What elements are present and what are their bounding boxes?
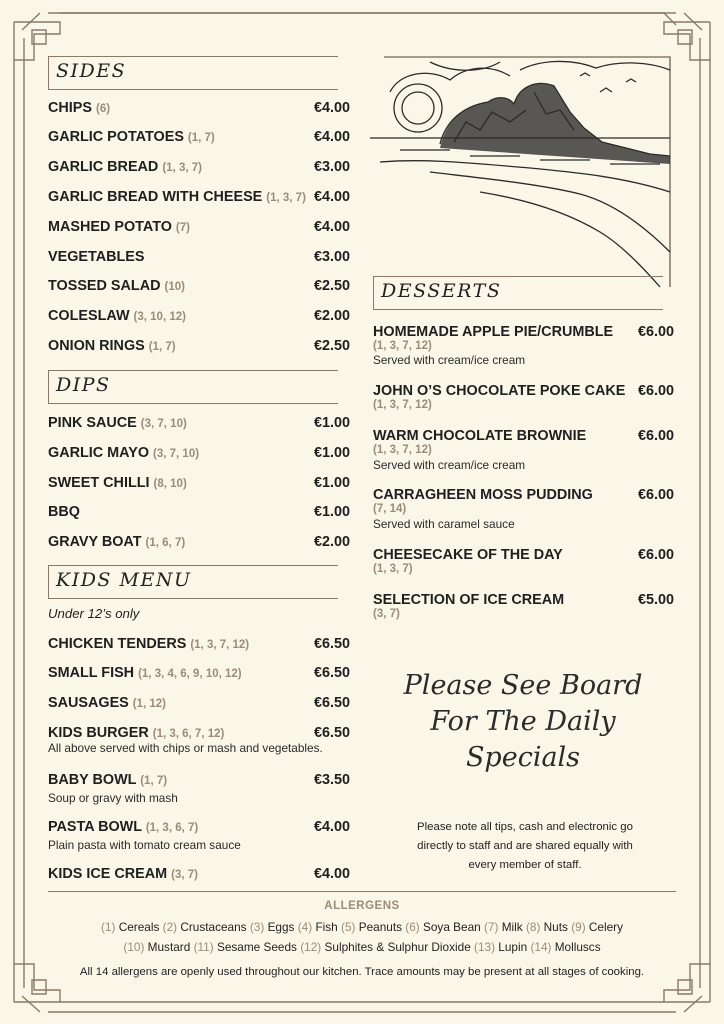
- allergen-number: (5): [341, 920, 356, 934]
- item-description: Soup or gravy with mash: [48, 791, 178, 805]
- sides-item-vegetables: [48, 249, 144, 265]
- tips-line-2: directly to staff and are shared equally with: [417, 840, 633, 852]
- item-name: GARLIC POTATOES: [48, 129, 184, 145]
- item-name: COLESLAW: [48, 308, 130, 324]
- allergen-number: (1): [101, 920, 116, 934]
- item-name: SAUSAGES: [48, 695, 129, 711]
- allergen-name: Peanuts: [358, 920, 403, 934]
- item-description: All above served with chips or mash and vegetables.: [48, 741, 323, 755]
- dips-title: DIPS: [56, 374, 111, 396]
- item-name: BABY BOWL: [48, 772, 137, 788]
- desserts-title: DESSERTS: [381, 280, 502, 302]
- dessert-item-ice-cream: [373, 592, 564, 608]
- item-allergens: (3, 7): [373, 608, 400, 620]
- item-price: €1.00: [313, 445, 350, 461]
- allergens-footer: All 14 allergens are openly used throughout our kitchen. Trace amounts may be present at all stages of cooking.: [79, 966, 645, 978]
- item-allergens: (1, 3, 7, 12): [190, 639, 250, 651]
- allergen-name: Celery: [588, 920, 623, 934]
- item-allergens: (1, 6, 7): [145, 537, 186, 549]
- dessert-item-carragheen: [373, 487, 593, 503]
- kids-item-baby-bowl: [48, 772, 167, 788]
- dessert-item-cheesecake: [373, 547, 563, 563]
- item-allergens: (1, 3, 7, 12): [373, 444, 432, 456]
- item-allergens: (1, 12): [132, 698, 167, 710]
- sides-item-tossed-salad: [48, 278, 185, 294]
- coastal-illustration-icon: [370, 52, 676, 292]
- specials-line-2: For The Daily: [430, 706, 616, 737]
- item-name: SELECTION OF ICE CREAM: [373, 592, 565, 608]
- allergen-number: (9): [571, 920, 586, 934]
- item-allergens: (1, 3, 6, 7): [145, 822, 199, 834]
- sides-item-garlic-bread: [48, 159, 202, 175]
- allergen-number: (10): [123, 940, 145, 954]
- allergens-title: ALLERGENS: [324, 900, 400, 912]
- item-allergens: (6): [95, 103, 111, 115]
- item-price: €2.50: [313, 278, 350, 294]
- item-price: €4.00: [313, 100, 350, 116]
- item-name: CHIPS: [48, 100, 92, 116]
- item-name: GARLIC MAYO: [48, 445, 150, 461]
- item-price: €6.50: [313, 665, 350, 681]
- item-description: Served with cream/ice cream: [373, 458, 526, 472]
- allergens-line-1: [0, 920, 724, 934]
- item-price: €2.50: [313, 338, 350, 354]
- item-price: €4.00: [313, 219, 350, 235]
- item-price: €3.50: [313, 772, 350, 788]
- item-name: KIDS BURGER: [48, 725, 149, 741]
- item-name: BBQ: [48, 504, 80, 520]
- daily-specials-note: [388, 668, 658, 776]
- item-name: TOSSED SALAD: [48, 278, 161, 294]
- allergen-name: Cereals: [118, 920, 160, 934]
- dessert-item-brownie: [373, 428, 586, 444]
- item-allergens: (3, 7, 10): [153, 448, 200, 460]
- item-name: CHICKEN TENDERS: [48, 636, 187, 652]
- allergen-name: Milk: [501, 920, 523, 934]
- tips-line-3: every member of staff.: [468, 859, 582, 871]
- allergens-line-2: [0, 940, 724, 954]
- item-allergens: (1, 7): [187, 132, 215, 144]
- item-price: €1.00: [313, 504, 350, 520]
- item-allergens: (1, 3, 7): [266, 192, 306, 204]
- item-description: Plain pasta with tomato cream sauce: [48, 838, 241, 852]
- allergen-number: (4): [297, 920, 313, 934]
- item-price: €4.00: [313, 189, 350, 205]
- sides-item-mashed-potato: [48, 219, 190, 235]
- allergen-number: (7): [484, 920, 499, 934]
- item-price: €3.00: [313, 249, 350, 265]
- kids-item-ice-cream: [48, 866, 198, 882]
- item-name: GRAVY BOAT: [48, 534, 142, 550]
- kids-item-small-fish: [48, 665, 242, 681]
- item-price: €3.00: [313, 159, 350, 175]
- item-name: PASTA BOWL: [48, 819, 142, 835]
- item-name: SWEET CHILLI: [48, 475, 150, 491]
- item-allergens: (7): [175, 222, 190, 234]
- item-price: €4.00: [313, 866, 350, 882]
- allergen-name: Molluscs: [554, 940, 601, 954]
- item-name: ONION RINGS: [48, 338, 145, 354]
- allergen-number: (3): [249, 920, 265, 934]
- item-allergens: (3, 7, 10): [140, 418, 187, 430]
- item-allergens: (1, 7): [148, 341, 176, 353]
- item-price: €6.00: [637, 428, 674, 444]
- allergen-name: Sesame Seeds: [216, 940, 297, 954]
- dips-item-gravy-boat: [48, 534, 185, 550]
- sides-item-onion-rings: [48, 338, 176, 354]
- item-price: €6.00: [637, 547, 674, 563]
- sides-title: SIDES: [56, 60, 127, 82]
- dips-item-pink-sauce: [48, 415, 187, 431]
- sides-item-chips: [48, 100, 110, 116]
- allergen-number: (2): [162, 920, 178, 934]
- item-description: Served with cream/ice cream: [373, 353, 526, 367]
- tips-line-1: Please note all tips, cash and electronic go: [417, 821, 633, 833]
- allergen-name: Mustard: [147, 940, 191, 954]
- item-name: SMALL FISH: [48, 665, 135, 681]
- item-allergens: (1, 3, 7, 12): [373, 399, 432, 411]
- item-price: €6.00: [637, 487, 674, 503]
- item-name: CARRAGHEEN MOSS PUDDING: [373, 487, 593, 503]
- item-name: KIDS ICE CREAM: [48, 866, 168, 882]
- item-price: €2.00: [313, 308, 350, 324]
- item-name: HOMEMADE APPLE PIE/CRUMBLE: [373, 324, 614, 340]
- item-allergens: (1, 3, 7): [162, 162, 202, 174]
- item-name: GARLIC BREAD WITH CHEESE: [48, 189, 263, 205]
- dessert-item-poke-cake: [373, 383, 625, 399]
- item-price: €6.50: [313, 695, 350, 711]
- item-price: €4.00: [313, 819, 350, 835]
- kids-item-chicken-tenders: [48, 636, 249, 652]
- sides-item-garlic-potatoes: [48, 129, 215, 145]
- sides-item-coleslaw: [48, 308, 186, 324]
- allergen-name: Crustaceans: [180, 920, 247, 934]
- allergen-name: Sulphites & Sulphur Dioxide: [324, 940, 471, 954]
- item-price: €5.00: [637, 592, 674, 608]
- item-allergens: (3, 10, 12): [133, 311, 186, 323]
- item-price: €6.50: [313, 636, 350, 652]
- item-name: GARLIC BREAD: [48, 159, 159, 175]
- allergen-number: (12): [300, 940, 322, 954]
- kids-item-sausages: [48, 695, 166, 711]
- item-price: €6.50: [313, 725, 350, 741]
- item-name: CHEESECAKE OF THE DAY: [373, 547, 563, 563]
- allergen-name: Lupin: [498, 940, 528, 954]
- sides-item-garlic-bread-cheese: [48, 189, 306, 205]
- allergen-number: (14): [530, 940, 552, 954]
- dessert-item-apple-pie: [373, 324, 613, 340]
- kids-note: Under 12’s only: [48, 606, 140, 621]
- allergen-name: Soya Bean: [423, 920, 481, 934]
- item-allergens: (7, 14): [373, 503, 407, 515]
- allergen-number: (8): [525, 920, 541, 934]
- item-price: €2.00: [313, 534, 350, 550]
- allergen-number: (6): [405, 920, 420, 934]
- item-name: JOHN O’S CHOCOLATE POKE CAKE: [373, 383, 626, 399]
- item-name: PINK SAUCE: [48, 415, 137, 431]
- dips-header: [48, 370, 338, 404]
- item-allergens: (1, 3, 7): [373, 563, 413, 575]
- item-price: €6.00: [637, 383, 674, 399]
- divider: [48, 891, 676, 892]
- allergen-name: Fish: [315, 920, 338, 934]
- allergen-name: Eggs: [267, 920, 295, 934]
- item-allergens: (1, 3, 7, 12): [373, 340, 432, 352]
- item-name: VEGETABLES: [48, 249, 145, 265]
- item-allergens: (1, 3, 6, 7, 12): [152, 728, 225, 740]
- allergen-name: Nuts: [543, 920, 568, 934]
- dips-item-bbq: [48, 504, 80, 520]
- item-allergens: (1, 7): [140, 775, 168, 787]
- specials-line-1: Please See Board: [403, 670, 643, 701]
- item-name: MASHED POTATO: [48, 219, 172, 235]
- specials-line-3: Specials: [465, 742, 581, 773]
- sides-header: [48, 56, 338, 90]
- desserts-header: [373, 276, 663, 310]
- allergen-number: (13): [474, 940, 496, 954]
- item-price: €4.00: [313, 129, 350, 145]
- kids-title: KIDS MENU: [56, 569, 192, 591]
- item-price: €1.00: [313, 475, 350, 491]
- dips-item-sweet-chilli: [48, 475, 187, 491]
- tips-note: [400, 818, 650, 875]
- kids-item-kids-burger: [48, 725, 224, 741]
- kids-header: [48, 565, 338, 599]
- item-allergens: (10): [164, 281, 185, 293]
- item-allergens: (8, 10): [153, 478, 187, 490]
- item-name: WARM CHOCOLATE BROWNIE: [373, 428, 587, 444]
- item-description: Served with caramel sauce: [373, 517, 515, 531]
- allergen-number: (11): [193, 940, 214, 954]
- item-allergens: (1, 3, 4, 6, 9, 10, 12): [138, 668, 242, 680]
- item-allergens: (3, 7): [171, 869, 198, 881]
- dips-item-garlic-mayo: [48, 445, 199, 461]
- kids-item-pasta-bowl: [48, 819, 198, 835]
- item-price: €6.00: [637, 324, 674, 340]
- item-price: €1.00: [313, 415, 350, 431]
